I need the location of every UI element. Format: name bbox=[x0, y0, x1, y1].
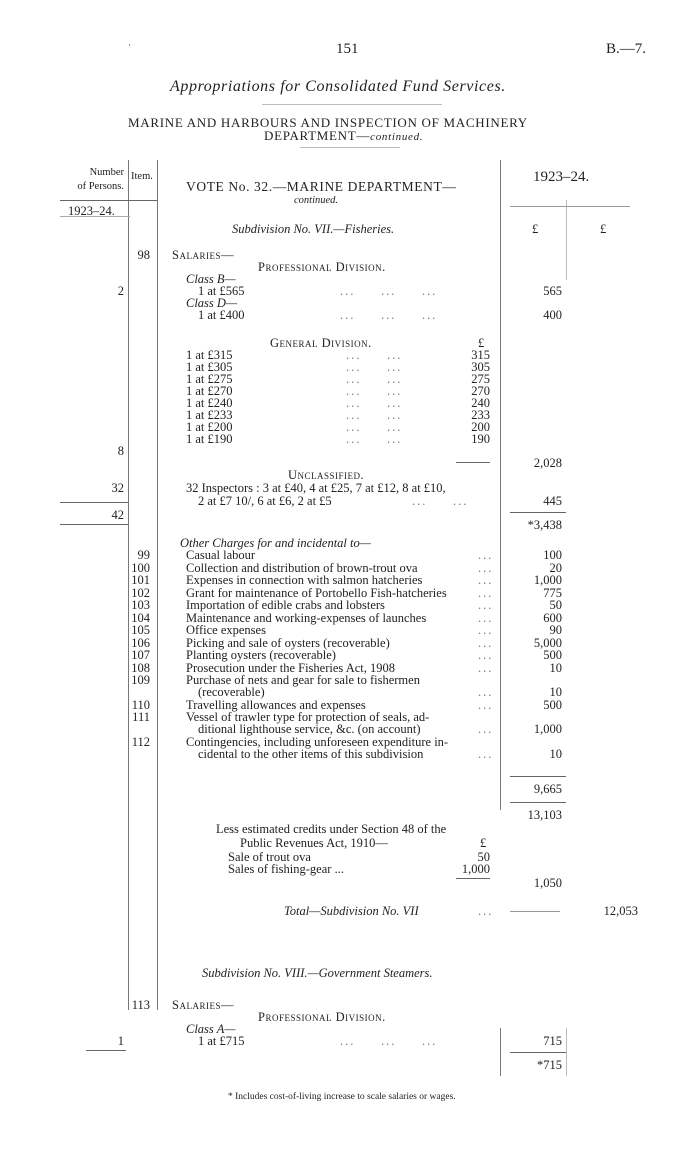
credits-total: 1,050 bbox=[533, 876, 562, 890]
column-rule-amount-lower bbox=[500, 1028, 501, 1076]
class-a-amount: 715 bbox=[543, 1034, 562, 1048]
leader-dots: ... bbox=[478, 560, 494, 575]
leader-dots: ... bbox=[478, 623, 494, 637]
charge-description: Planting oysters (recoverable) bbox=[186, 648, 336, 662]
charge-item-number: 105 bbox=[131, 623, 150, 637]
leader-dots: ... bbox=[478, 635, 494, 650]
inspectors-line-2: 2 at £7 10/, 6 at £6, 2 at £5 bbox=[198, 494, 332, 508]
leader-dots: ... bbox=[478, 573, 494, 587]
general-row-amount: 315 bbox=[471, 348, 490, 362]
subdivision-7-heading: Subdivision No. VII.—Fisheries. bbox=[232, 222, 395, 236]
year-header: 1923–24. bbox=[68, 204, 115, 218]
department-heading: MARINE AND HARBOURS AND INSPECTION OF MACHINERY bbox=[128, 115, 528, 130]
sub8-persons-rule bbox=[86, 1050, 126, 1051]
general-division-heading: General Division. bbox=[270, 336, 372, 350]
leader-dots: ... bbox=[478, 722, 494, 736]
leader-dots: ... bbox=[478, 746, 494, 761]
charge-item-number: 109 bbox=[131, 673, 150, 687]
charge-amount: 1,000 bbox=[533, 722, 562, 736]
header-rule-left bbox=[60, 200, 157, 201]
class-a-label: Class A— bbox=[186, 1022, 236, 1036]
charge-item-number: 111 bbox=[132, 710, 150, 724]
charge-item-number: 106 bbox=[131, 635, 150, 650]
inspectors-amount: 445 bbox=[543, 494, 562, 508]
column-rule-item bbox=[157, 160, 158, 1010]
general-row-label: 1 at £200 bbox=[186, 420, 233, 434]
header-rule-right bbox=[510, 206, 630, 207]
class-b-persons: 2 bbox=[117, 284, 124, 298]
salaries-item-number: 98 bbox=[137, 248, 150, 262]
general-pound-sign: £ bbox=[478, 336, 485, 350]
charge-amount: 600 bbox=[543, 610, 562, 625]
leader-dots: ... bbox=[478, 660, 494, 675]
professional-division-heading: Professional Division. bbox=[258, 260, 386, 274]
charge-description-cont: cidental to the other items of this subdivision bbox=[198, 746, 424, 761]
footnote: * Includes cost-of-living increase to scale salaries or wages. bbox=[228, 1092, 456, 1102]
leader-dots: ... ... bbox=[346, 396, 403, 410]
total-subdivision-7-label: Total—Subdivision No. VII bbox=[284, 904, 419, 918]
charge-description: Expenses in connection with salmon hatcheries bbox=[186, 573, 423, 587]
persons-double-rule bbox=[60, 524, 128, 525]
number-of-persons-header: Number of Persons. bbox=[77, 167, 124, 192]
charge-item-number: 104 bbox=[131, 610, 150, 625]
general-row-label: 1 at £270 bbox=[186, 384, 233, 398]
class-a-line: 1 at £715 bbox=[198, 1034, 245, 1048]
subdivision-8-heading: Subdivision No. VIII.—Government Steamers. bbox=[202, 966, 433, 980]
leader-dots: ... bbox=[478, 585, 494, 600]
charge-description: Vessel of trawler type for protection of seals, ad- bbox=[186, 710, 430, 724]
general-row-label: 1 at £190 bbox=[186, 432, 233, 446]
credit-label: Sales of fishing-gear ... bbox=[228, 862, 344, 876]
unclassified-heading: Unclassified. bbox=[288, 468, 365, 482]
leader-dots: ... ... bbox=[346, 432, 403, 446]
column-rule-pounds bbox=[566, 200, 567, 280]
leader-dots: ... bbox=[478, 697, 494, 712]
credit-label: Sale of trout ova bbox=[228, 850, 311, 864]
leader-dots: ... ... bbox=[346, 420, 403, 434]
salaries-heading: Salaries— bbox=[172, 248, 234, 262]
leader-dots: ... bbox=[478, 548, 494, 562]
charge-description-cont: ditional lighthouse service, &c. (on account) bbox=[198, 722, 421, 736]
total-subdivision-7-amount: 12,053 bbox=[603, 904, 638, 918]
class-b-label: Class B— bbox=[186, 272, 236, 286]
leader-dots: ... ... bbox=[346, 372, 403, 386]
document-reference: B.—7. bbox=[606, 41, 647, 57]
general-row-amount: 240 bbox=[471, 396, 490, 410]
general-row-amount: 275 bbox=[471, 372, 490, 386]
charge-item-number: 101 bbox=[131, 573, 150, 587]
charge-description: Contingencies, including unforeseen expenditure in- bbox=[186, 734, 449, 749]
subdivision-8-total: *715 bbox=[537, 1058, 562, 1072]
charge-amount: 1,000 bbox=[533, 573, 562, 587]
charge-description: Casual labour bbox=[186, 548, 256, 562]
charge-description-cont: (recoverable) bbox=[198, 685, 265, 699]
charge-description: Maintenance and working-expenses of launches bbox=[186, 610, 427, 625]
inspectors-line-1: 32 Inspectors : 3 at £40, 4 at £25, 7 at £12, 8 at £10, bbox=[186, 481, 446, 495]
leader-dots: ... ... ... bbox=[340, 1034, 438, 1048]
charges-total-rule bbox=[510, 776, 566, 777]
charge-amount: 500 bbox=[543, 648, 562, 662]
leader-dots: ... bbox=[478, 648, 494, 662]
charge-description: Travelling allowances and expenses bbox=[186, 697, 366, 712]
class-d-amount: 400 bbox=[543, 308, 562, 322]
class-d-line: 1 at £400 bbox=[198, 308, 245, 322]
charge-amount: 10 bbox=[549, 746, 562, 761]
total-dash-rule bbox=[510, 911, 560, 912]
charge-amount: 5,000 bbox=[533, 635, 562, 650]
charge-item-number: 103 bbox=[131, 598, 150, 612]
persons-total-rule bbox=[60, 502, 128, 503]
subdivision-8-professional-heading: Professional Division. bbox=[258, 1010, 386, 1024]
charge-amount: 100 bbox=[543, 548, 562, 562]
charge-description: Grant for maintenance of Portobello Fish-hatcheries bbox=[186, 585, 447, 600]
charge-amount: 90 bbox=[549, 623, 562, 637]
leader-dots: ... ... bbox=[346, 360, 403, 374]
leader-dots: ... ... bbox=[346, 384, 403, 398]
charge-description: Collection and distribution of brown-trout ova bbox=[186, 560, 418, 575]
persons-total: 42 bbox=[111, 508, 124, 522]
charge-description: Purchase of nets and gear for sale to fishermen bbox=[186, 673, 420, 687]
charge-item-number: 107 bbox=[131, 648, 150, 662]
charge-amount: 10 bbox=[549, 660, 562, 675]
class-a-persons: 1 bbox=[117, 1034, 124, 1048]
general-total: 2,028 bbox=[533, 456, 562, 470]
charge-item-number: 100 bbox=[131, 560, 150, 575]
general-row-label: 1 at £240 bbox=[186, 396, 233, 410]
salaries-total-rule bbox=[510, 512, 566, 513]
salaries-total: *3,438 bbox=[527, 518, 562, 532]
less-credits-pound: £ bbox=[480, 836, 487, 850]
class-d-label: Class D— bbox=[186, 296, 238, 310]
charge-amount: 500 bbox=[543, 697, 562, 712]
less-credits-line-2: Public Revenues Act, 1910— bbox=[240, 836, 388, 850]
charge-description: Office expenses bbox=[186, 623, 266, 637]
credit-amount: 50 bbox=[477, 850, 490, 864]
general-row-amount: 270 bbox=[471, 384, 490, 398]
inspectors-persons: 32 bbox=[111, 481, 124, 495]
other-charges-heading: Other Charges for and incidental to— bbox=[180, 536, 371, 550]
general-row-amount: 233 bbox=[471, 408, 490, 422]
pound-column-2: £ bbox=[600, 222, 607, 236]
page-number: 151 bbox=[336, 41, 359, 57]
page-title: Appropriations for Consolidated Fund Services. bbox=[170, 78, 506, 95]
leader-dots: ... ... ... bbox=[340, 284, 438, 298]
general-row-label: 1 at £315 bbox=[186, 348, 233, 362]
charge-description: Importation of edible crabs and lobsters bbox=[186, 598, 385, 612]
leader-dots: ... bbox=[478, 610, 494, 625]
leader-dots: ... ... bbox=[346, 348, 403, 362]
column-rule-amount bbox=[500, 160, 501, 810]
charge-item-number: 110 bbox=[131, 697, 150, 712]
general-persons: 8 bbox=[117, 444, 124, 458]
subdivision-8-salaries-heading: Salaries— bbox=[172, 998, 234, 1012]
leader-dots: ... ... bbox=[412, 494, 469, 508]
heading-rule bbox=[300, 147, 400, 148]
charge-item-number: 112 bbox=[131, 734, 150, 749]
charge-description: Picking and sale of oysters (recoverable) bbox=[186, 635, 390, 650]
leader-dots: ... bbox=[478, 904, 494, 918]
charge-amount: 50 bbox=[549, 598, 562, 612]
subdivision-8-item-number: 113 bbox=[131, 998, 150, 1012]
estimate-year-header: 1923–24. bbox=[533, 169, 590, 185]
item-header: Item. bbox=[131, 171, 153, 182]
column-rule-pounds-lower bbox=[566, 1028, 567, 1076]
title-rule bbox=[262, 104, 442, 105]
charge-amount: 775 bbox=[543, 585, 562, 600]
general-row-label: 1 at £305 bbox=[186, 360, 233, 374]
general-row-label: 1 at £233 bbox=[186, 408, 233, 422]
charge-amount: 20 bbox=[549, 560, 562, 575]
sub8-amount-rule bbox=[510, 1052, 566, 1053]
vote-title: VOTE No. 32.—MARINE DEPARTMENT— bbox=[186, 179, 457, 194]
general-row-label: 1 at £275 bbox=[186, 372, 233, 386]
leader-dots: ... ... ... bbox=[340, 308, 438, 322]
general-row-amount: 305 bbox=[471, 360, 490, 374]
charge-item-number: 108 bbox=[131, 660, 150, 675]
charge-amount: 10 bbox=[549, 685, 562, 699]
general-row-amount: 190 bbox=[471, 432, 490, 446]
class-b-line: 1 at £565 bbox=[198, 284, 245, 298]
department-heading-2: DEPARTMENT—continued. bbox=[264, 128, 424, 143]
charge-description: Prosecution under the Fisheries Act, 1908 bbox=[186, 660, 395, 675]
stray-mark: · bbox=[128, 40, 131, 50]
general-subtotal-rule bbox=[456, 462, 490, 463]
leader-dots: ... ... bbox=[346, 408, 403, 422]
pound-column-1: £ bbox=[532, 222, 539, 236]
charges-total: 9,665 bbox=[533, 782, 562, 796]
vote-title-cont: continued. bbox=[294, 195, 339, 206]
charge-item-number: 102 bbox=[131, 585, 150, 600]
less-credits-line-1: Less estimated credits under Section 48 of the bbox=[216, 822, 447, 836]
general-row-amount: 200 bbox=[471, 420, 490, 434]
class-b-amount: 565 bbox=[543, 284, 562, 298]
credit-amount: 1,000 bbox=[461, 862, 490, 876]
leader-dots: ... bbox=[478, 598, 494, 612]
leader-dots: ... bbox=[478, 685, 494, 699]
gross-total: 13,103 bbox=[527, 808, 562, 822]
gross-total-rule bbox=[510, 802, 566, 803]
charge-item-number: 99 bbox=[137, 548, 150, 562]
credits-subtotal-rule bbox=[456, 878, 490, 879]
